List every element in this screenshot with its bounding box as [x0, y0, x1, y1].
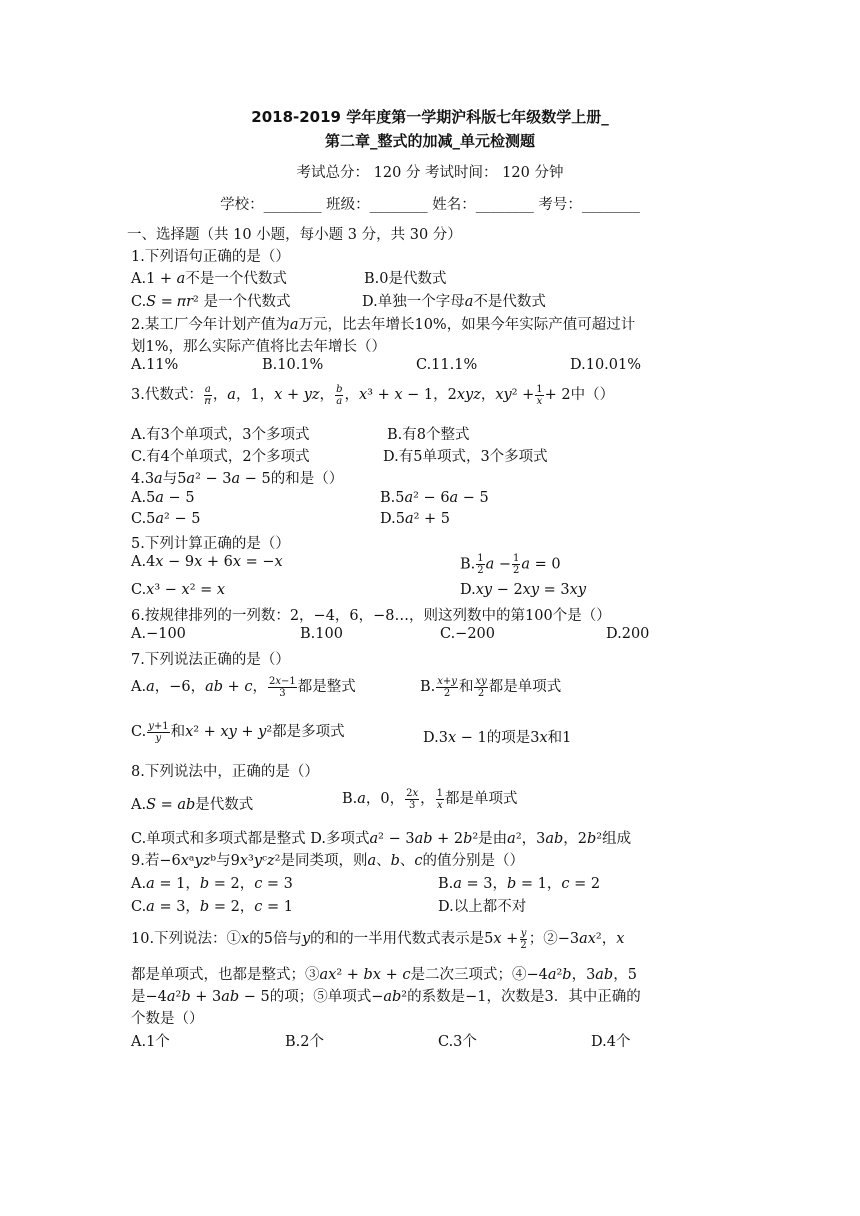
student-fields: 学校：________ 班级：________ 姓名：________ 考号：________	[220, 197, 640, 213]
question-5-stem: 5.下列计算正确的是（）	[131, 536, 290, 552]
question-10-option-a: A.1个	[131, 1034, 170, 1050]
question-5-fraction-1: $\frac{1}{2}$	[477, 553, 484, 576]
question-4-stem: 4.3𝑎与5𝑎² − 3𝑎 − 5的和是（）	[131, 471, 344, 487]
question-4-option-b: B.5𝑎² − 6𝑎 − 5	[380, 490, 489, 506]
question-3-option-b: B.有8个整式	[387, 427, 470, 443]
question-6-option-a: A.−100	[131, 626, 186, 642]
question-8-stem: 8.下列说法中，正确的是（）	[131, 764, 319, 780]
question-3-stem-prefix: 3.代数式：	[131, 387, 203, 403]
question-1-stem: 1.下列语句正确的是（）	[131, 249, 290, 265]
question-10-option-b: B.2个	[285, 1034, 324, 1050]
question-10-line1: 10.下列说法：①𝑥的5倍与𝑦的和的一半用代数式表示是5𝑥 + $\frac{\text{𝑦}}{2}$ ；②−3𝑎𝑥²，𝑥	[131, 927, 625, 951]
question-10-option-d: D.4个	[591, 1034, 631, 1050]
question-9-option-a: A.𝑎 = 1，𝑏 = 2，𝑐 = 3	[131, 876, 293, 892]
question-8-fraction-b2: $\frac{1}{\text{𝑥}}$	[436, 787, 444, 811]
question-7-option-d: D.3𝑥 − 1的项是3𝑥和1	[423, 730, 572, 746]
question-7-option-b: B. $\frac{\text{𝑥+𝑦}}{2}$ 和 $\frac{\text{𝑥𝑦}}{2}$ 都是单项式	[420, 675, 562, 699]
question-7-option-a: A.𝑎，−6，𝑎𝑏 + 𝑐， $\frac{\text{2𝑥−1}}{3}$ 都是整式	[131, 675, 356, 699]
question-8-option-a: A.𝑆 = 𝑎𝑏是代数式	[131, 797, 254, 813]
question-10-option-c: C.3个	[438, 1034, 477, 1050]
document-title-line2: 第二章_整式的加减_单元检测题	[324, 132, 535, 150]
question-3-fraction-2: $\frac{\text{𝑏}}{\text{𝑎}}$	[336, 383, 343, 407]
question-9-option-d: D.以上都不对	[438, 899, 527, 915]
question-5-option-c: C.𝑥³ − 𝑥² = 𝑥	[131, 582, 226, 598]
question-1-option-b: B.0是代数式	[364, 271, 447, 287]
question-4-option-a: A.5𝑎 − 5	[131, 490, 195, 506]
question-10-line3: 是−4𝑎²𝑏 + 3𝑎𝑏 − 5的项；⑤单项式−𝑎𝑏²的系数是−1，次数是3．其中正确的	[131, 989, 641, 1005]
question-2-stem-line1: 2.某工厂今年计划产值为𝑎万元，比去年增长10%，如果今年实际产值可超过计	[131, 317, 636, 333]
question-7-fraction-b1: $\frac{\text{𝑥+𝑦}}{2}$	[437, 675, 457, 699]
question-10-fraction: $\frac{\text{𝑦}}{2}$	[520, 927, 527, 951]
question-5-option-d: D.𝑥𝑦 − 2𝑥𝑦 = 3𝑥𝑦	[460, 582, 587, 598]
question-6-stem: 6.按规律排列的一列数：2，−4，6，−8…，则这列数中的第100个是（）	[131, 608, 611, 624]
question-7-fraction-c: $\frac{\text{𝑦+1}}{\text{𝑦}}$	[148, 720, 169, 744]
question-2-stem-line2: 划1%，那么实际产值将比去年增长（）	[131, 339, 387, 355]
question-3-option-c: C.有4个单项式，2个多项式	[131, 449, 310, 465]
question-2-option-a: A.11%	[131, 357, 179, 373]
question-6-option-b: B.100	[300, 626, 343, 642]
question-8-fraction-b1: $\frac{\text{2𝑥}}{3}$	[406, 787, 419, 811]
question-8-options-c-d: C.单项式和多项式都是整式 D.多项式𝑎² − 3𝑎𝑏 + 2𝑏²是由𝑎²，3𝑎𝑏，2𝑏²组成	[131, 831, 632, 847]
question-7-option-c: C. $\frac{\text{𝑦+1}}{\text{𝑦}}$ 和𝑥² + 𝑥𝑦 + 𝑦²都是多项式	[131, 720, 345, 744]
document-title-line1: 2018-2019 学年度第一学期沪科版七年级数学上册_	[251, 108, 609, 126]
question-2-option-d: D.10.01%	[570, 357, 642, 373]
question-5-option-b: B. $\frac{1}{2}$ 𝑎 − $\frac{1}{2}$ 𝑎 = 0	[460, 553, 561, 576]
question-3-fraction-3: $\frac{1}{\text{𝑥}}$	[536, 383, 543, 407]
question-10-line2: 都是单项式，也都是整式；③𝑎𝑥² + 𝑏𝑥 + 𝑐是二次三项式；④−4𝑎²𝑏，3𝑎𝑏，5	[131, 967, 637, 983]
question-5-fraction-2: $\frac{1}{2}$	[513, 553, 520, 576]
question-4-option-c: C.5𝑎² − 5	[131, 511, 201, 527]
question-9-stem: 9.若−6𝑥ᵃ𝑦𝑧ᵇ与9𝑥³𝑦ᶜ𝑧²是同类项，则𝑎、𝑏、𝑐的值分别是（）	[131, 853, 525, 869]
question-6-option-d: D.200	[606, 626, 650, 642]
question-8-option-b: B.𝑎，0， $\frac{\text{2𝑥}}{3}$ ， $\frac{1}{\text{𝑥}}$ 都是单项式	[342, 787, 518, 811]
question-3-stem-suffix: + 2中（）	[544, 387, 615, 403]
question-3-stem-mid1: ，𝑎，1，𝑥 + 𝑦𝑧，	[212, 387, 335, 403]
question-9-option-c: C.𝑎 = 3，𝑏 = 2，𝑐 = 1	[131, 899, 294, 915]
question-3-fraction-1: $\frac{\text{𝑎}}{\text{𝜋}}$	[204, 383, 211, 407]
question-7-stem: 7.下列说法正确的是（）	[131, 652, 290, 668]
question-2-option-b: B.10.1%	[262, 357, 324, 373]
question-1-option-d: D.单独一个字母𝑎不是代数式	[362, 294, 546, 310]
question-6-option-c: C.−200	[440, 626, 496, 642]
question-3-option-a: A.有3个单项式，3个多项式	[131, 427, 310, 443]
question-3-stem	[131, 383, 614, 407]
question-1-option-a: A.1 + 𝑎不是一个代数式	[131, 271, 287, 287]
question-5-option-a: A.4𝑥 − 9𝑥 + 6𝑥 = −𝑥	[131, 554, 283, 570]
question-1-option-c: C.𝑆 = 𝜋𝑟² 是一个代数式	[131, 294, 291, 310]
question-4-option-d: D.5𝑎² + 5	[380, 511, 450, 527]
question-7-fraction-b2: $\frac{\text{𝑥𝑦}}{2}$	[475, 675, 487, 699]
question-9-option-b: B.𝑎 = 3，𝑏 = 1，𝑐 = 2	[438, 876, 601, 892]
question-3-stem-mid2: ，𝑥³ + 𝑥 − 1，2𝑥𝑦𝑧，𝑥𝑦² +	[344, 387, 535, 403]
question-3-option-d: D.有5单项式，3个多项式	[383, 449, 548, 465]
exam-info: 考试总分： 120 分 考试时间： 120 分钟	[296, 165, 564, 181]
question-2-option-c: C.11.1%	[416, 357, 478, 373]
question-7-fraction-a: $\frac{\text{2𝑥−1}}{3}$	[269, 675, 296, 699]
section-heading: 一、选择题（共 10 小题，每小题 3 分，共 30 分）	[127, 227, 462, 243]
question-10-line4: 个数是（）	[131, 1011, 204, 1027]
